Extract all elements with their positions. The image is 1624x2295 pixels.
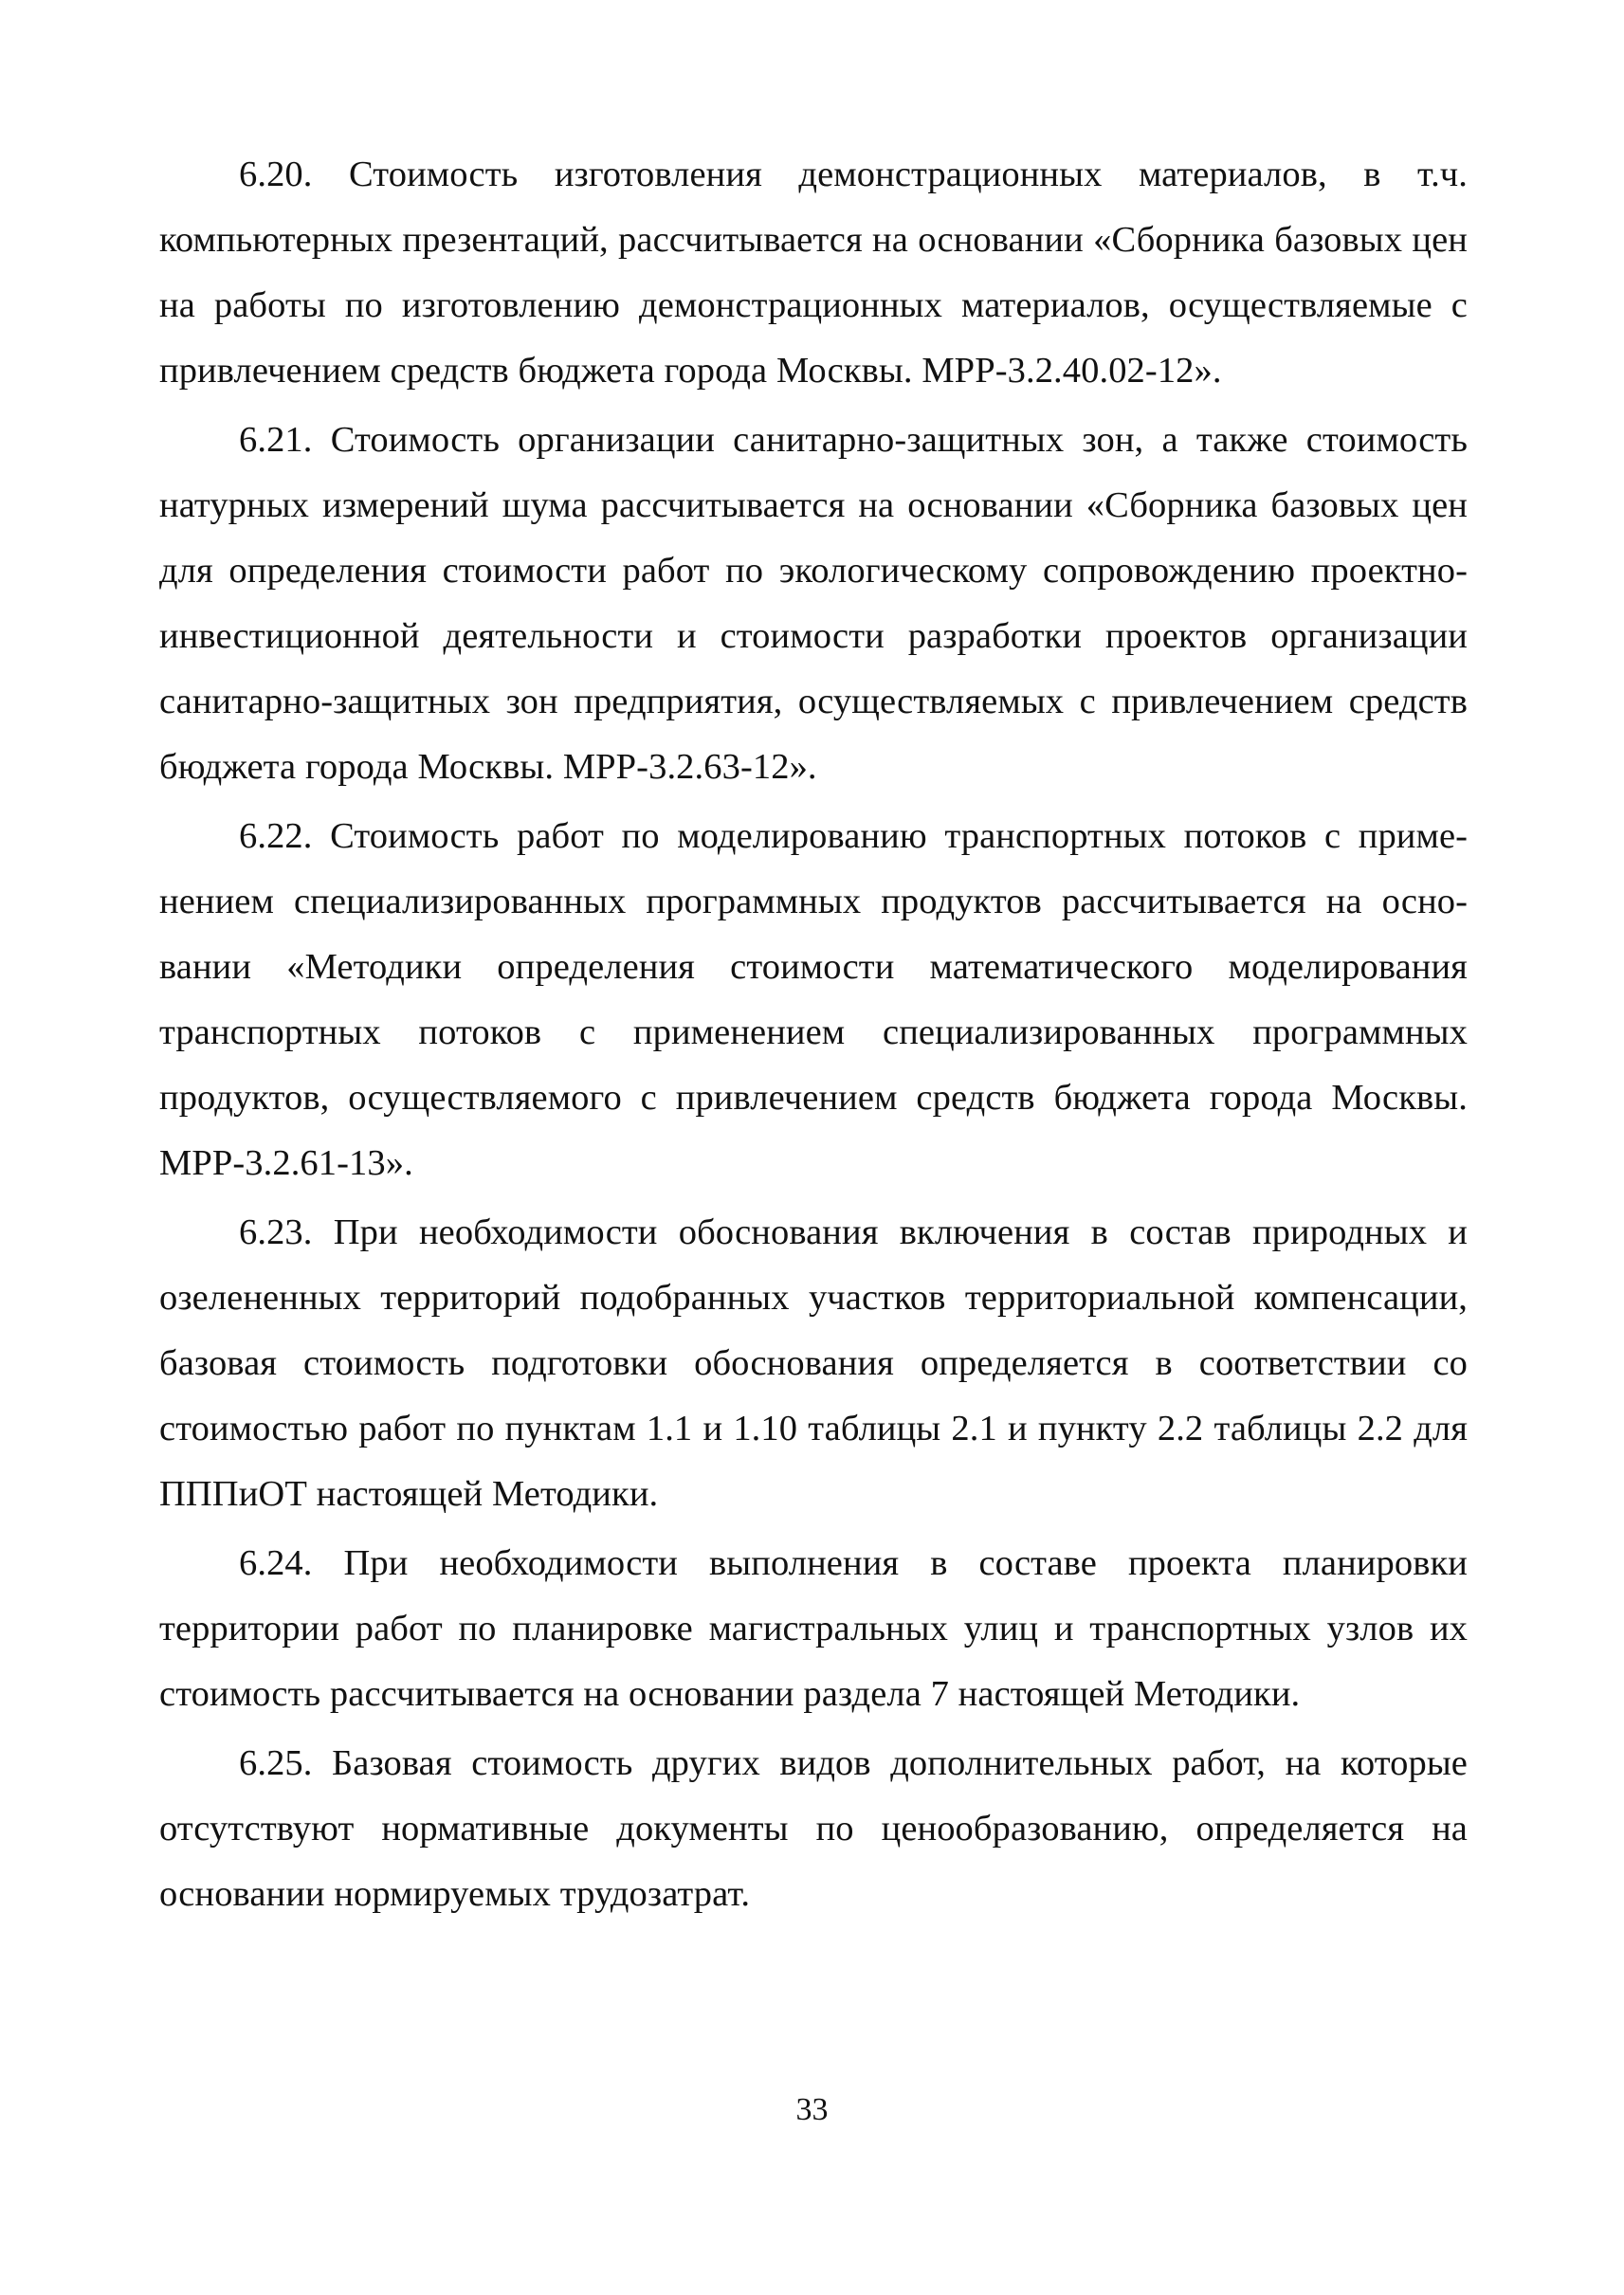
paragraph-6-21: 6.21. Стоимость организации санитарно-защитных зон, а также стоимость натурных измерений шума рассчитывается на основании «Сборника базовых цен для определения стоимости работ по экологическому сопровождению проектно-инвестиционной деятельности и стоимости разработки проектов организации санитарно-защитных зон предприятия, осуществляемых с привлечением средств бюджета города Москвы. МРР-3.2.63-12». bbox=[159, 420, 1468, 787]
paragraph-6-20: 6.20. Стоимость изготовления демонстрационных материалов, в т.ч. компьютерных презентаций, рассчитывается на основании «Сборника базовых цен на работы по изготовлению демонстрационных материалов, осуществляемые с привлечением средств бюджета города Москвы. МРР-3.2.40.02-12». bbox=[159, 155, 1468, 391]
document-body bbox=[159, 142, 1468, 1931]
paragraph-6-24: 6.24. При необходимости выполнения в составе проекта планировки территории работ по планировке магистральных улиц и транспортных узлов их стоимость рассчитывается на основании раздела 7 настоящей Методики. bbox=[159, 1543, 1468, 1714]
page-number: 33 bbox=[795, 2092, 829, 2127]
paragraph-6-22: 6.22. Стоимость работ по моделированию транспортных потоков с применением специализированных программных продуктов рассчитывается на основании «Методики определения стоимости математического моделирования транспортных потоков с применением специализированных программных продуктов, осуществляемого с привлечением средств бюджета города Москвы. МРР-3.2.61-13». bbox=[159, 816, 1468, 1183]
paragraph-6-25: 6.25. Базовая стоимость других видов дополнительных работ, на которые отсутствуют нормативные документы по ценообразованию, определяется на основании нормируемых трудозатрат. bbox=[159, 1743, 1468, 1914]
paragraph-6-23: 6.23. При необходимости обоснования включения в состав природных и озелененных территорий подобранных участков территориальной компенсации, базовая стоимость подготовки обоснования определяется в соответствии со стоимостью работ по пунктам 1.1 и 1.10 таблицы 2.1 и пункту 2.2 таблицы 2.2 для ПППиОТ настоящей Методики. bbox=[159, 1212, 1468, 1514]
